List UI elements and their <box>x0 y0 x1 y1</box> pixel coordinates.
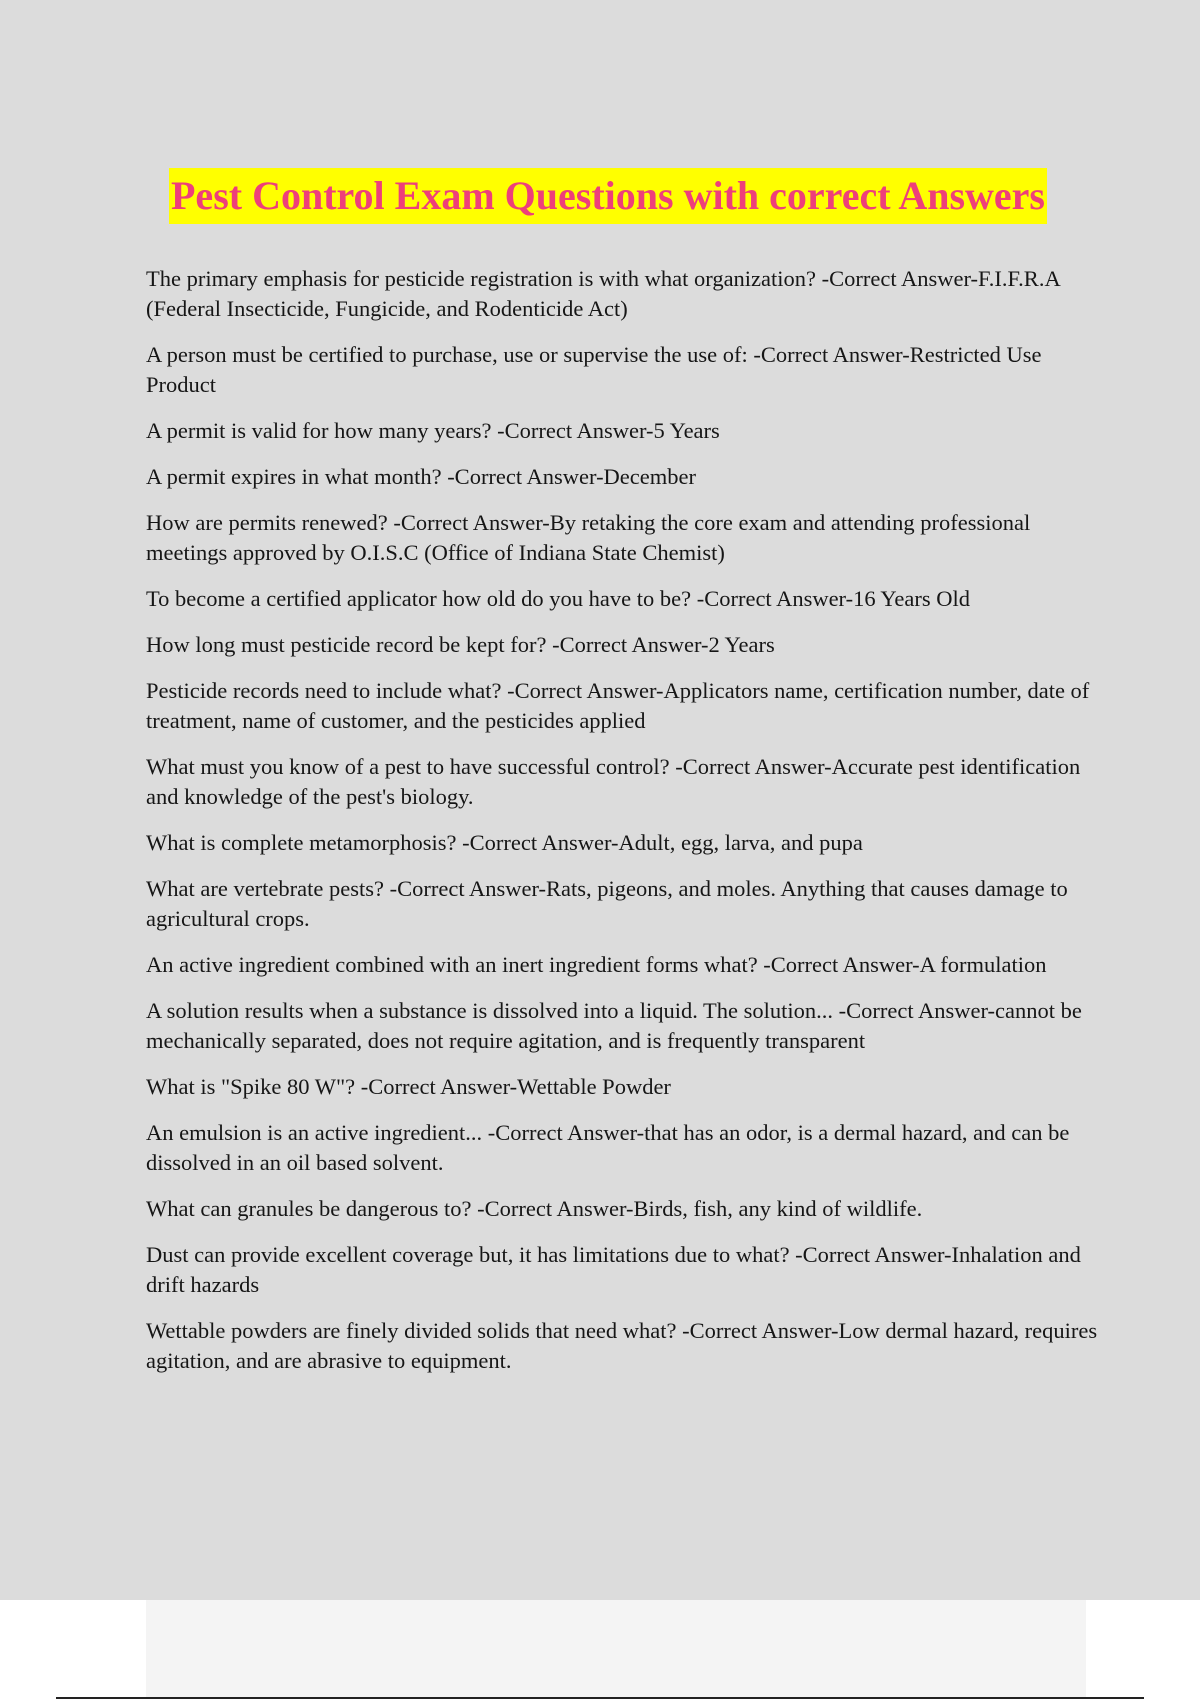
qa-item: Wettable powders are finely divided solids that need what? -Correct Answer-Low dermal hazard, requires agitation, and are abrasive to equipment. <box>146 1318 1098 1373</box>
qa-item: What must you know of a pest to have successful control? -Correct Answer-Accurate pest identification and knowledge of the pest's biology. <box>146 754 1081 809</box>
qa-item: Dust can provide excellent coverage but, it has limitations due to what? -Correct Answer-Inhalation and drift hazards <box>146 1242 1081 1297</box>
qa-item: An emulsion is an active ingredient... -Correct Answer-that has an odor, is a dermal hazard, and can be dissolved in an oil based solvent. <box>146 1120 1070 1175</box>
qa-item: What is complete metamorphosis? -Correct Answer-Adult, egg, larva, and pupa <box>146 830 863 855</box>
page-divider <box>56 1697 1144 1699</box>
qa-item: How long must pesticide record be kept for? -Correct Answer-2 Years <box>146 632 775 657</box>
qa-item: Pesticide records need to include what? -Correct Answer-Applicators name, certification number, date of treatment, name of customer, and the pesticides applied <box>146 678 1090 733</box>
qa-list <box>146 264 1106 1392</box>
qa-item: An active ingredient combined with an inert ingredient forms what? -Correct Answer-A formulation <box>146 952 1047 977</box>
qa-item: A permit expires in what month? -Correct Answer-December <box>146 464 696 489</box>
qa-item: A permit is valid for how many years? -Correct Answer-5 Years <box>146 418 720 443</box>
qa-item: What are vertebrate pests? -Correct Answer-Rats, pigeons, and moles. Anything that causes damage to agricultural crops. <box>146 876 1068 931</box>
title-container <box>0 168 1200 224</box>
qa-item: A solution results when a substance is dissolved into a liquid. The solution... -Correct Answer-cannot be mechanically separated, does not require agitation, and is frequently transparent <box>146 998 1082 1053</box>
document-title: Pest Control Exam Questions with correct Answers <box>169 168 1047 224</box>
qa-item: What can granules be dangerous to? -Correct Answer-Birds, fish, any kind of wildlife. <box>146 1196 923 1221</box>
qa-item: A person must be certified to purchase, use or supervise the use of: -Correct Answer-Restricted Use Product <box>146 342 1042 397</box>
qa-item: To become a certified applicator how old do you have to be? -Correct Answer-16 Years Old <box>146 586 970 611</box>
qa-item: How are permits renewed? -Correct Answer-By retaking the core exam and attending professional meetings approved by O.I.S.C (Office of Indiana State Chemist) <box>146 510 1031 565</box>
qa-item: The primary emphasis for pesticide registration is with what organization? -Correct Answer-F.I.F.R.A (Federal Insecticide, Fungicide, and Rodenticide Act) <box>146 266 1060 321</box>
next-page-preview <box>146 1600 1086 1698</box>
next-page-strip <box>0 1600 1200 1700</box>
qa-item: What is "Spike 80 W"? -Correct Answer-Wettable Powder <box>146 1074 671 1099</box>
